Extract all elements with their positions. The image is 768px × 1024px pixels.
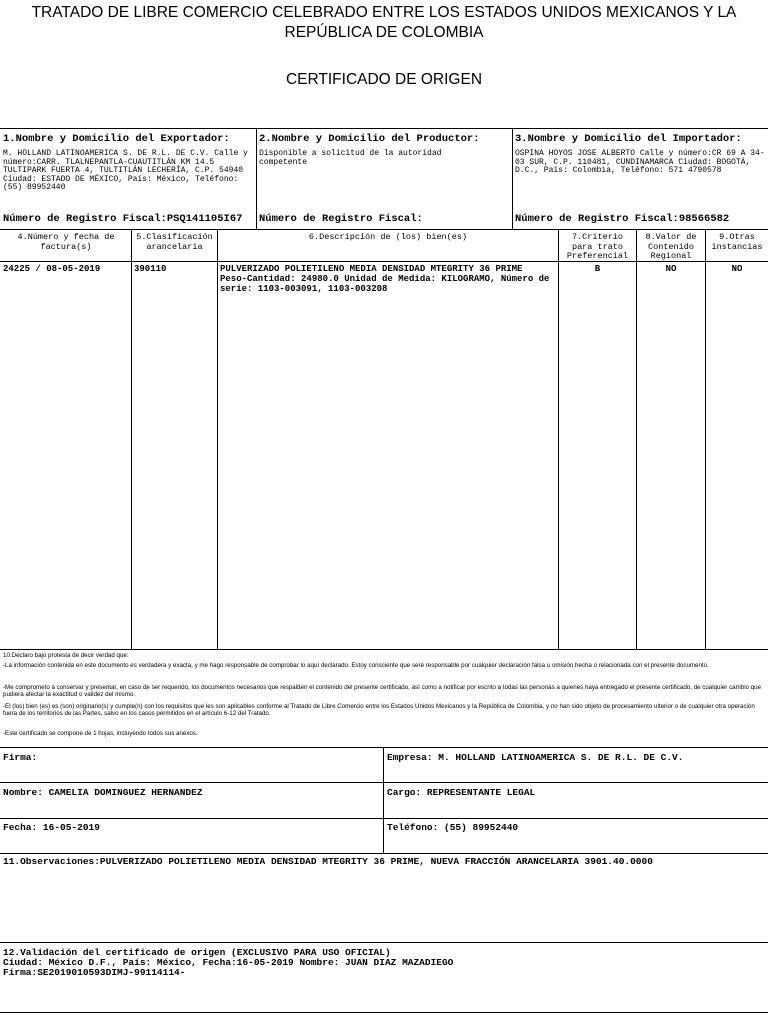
declaration-paragraph-1: -La información contenida en este documento es verdadera y exacta, y me hago responsable de comprobar lo aquí declarado. Estoy consciente que seré responsable por cualquier declaración falsa u omisión hecha o relacionada con el presente documento. (3, 662, 709, 669)
producer-label: 2.Nombre y Domicilio del Productor: (259, 133, 480, 145)
header-description: 6.Descripción de (los) bien(es) (308, 232, 468, 242)
signature-cargo: Cargo: REPRESENTANTE LEGAL (387, 787, 536, 798)
header-invoice: 4.Número y fecha de factura(s) (17, 232, 115, 252)
importer-fiscal-number: Número de Registro Fiscal:98566582 (515, 213, 730, 225)
signature-nombre: Nombre: CAMELIA DOMINGUEZ HERNANDEZ (3, 787, 203, 798)
signature-telefono: Teléfono: (55) 89952440 (387, 822, 519, 833)
producer-fiscal-number: Número de Registro Fiscal: (259, 213, 423, 225)
importer-address: OSPINA HOYOS JOSE ALBERTO Calle y número:CR 69 A 34-03 SUR, C.P. 110481, CUNDINAMARCA Ciudad: BOGOTÁ, D.C., País: Colombia, Teléfono: 571 4790578 (515, 149, 765, 175)
header-tariff: 5.Clasificación arancelaria (136, 232, 213, 252)
criterion-cell: B (594, 264, 601, 274)
signature-empresa: Empresa: M. HOLLAND LATINOAMERICA S. DE R.L. DE C.V. (387, 752, 684, 763)
document-title-line2: REPÚBLICA DE COLOMBIA (284, 24, 484, 41)
observations: 11.Observaciones:PULVERIZADO POLIETILENO MEDIA DENSIDAD MTEGRITY 36 PRIME, NUEVA FRACCIÓN ARANCELARIA 3901.40.0000 (3, 856, 653, 867)
validation-title: 12.Validación del certificado de origen (EXCLUSIVO PARA USO OFICIAL) (3, 947, 391, 958)
tariff-cell: 390110 (134, 264, 167, 274)
description-cell: PULVERIZADO POLIETILENO MEDIA DENSIDAD MTEGRITY 36 PRIME Peso-Cantidad: 24980.0 Unidad de Medida: KILOGRAMO, Número de serie: 1103-003091, 1103-003208 (220, 264, 550, 294)
header-other: 9.Otras instancias (711, 232, 763, 252)
exporter-address: M. HOLLAND LATINOAMERICA S. DE R.L. DE C.V. Calle y número:CARR. TLALNEPANTLA-CUAUTITLÁN KM 14.5 TULTIPARK FUERTA 4, TULTITLÁN LECHERÍA, C.P. 54940 Ciudad: ESTADO DE MÉXICO, País: México, Teléfono: (55) 89952440 (3, 149, 248, 192)
signature-firma: Firma: (3, 752, 38, 763)
other-cell: NO (731, 264, 743, 274)
declaration-paragraph-3: -El (los) bien (es) es (son) originario(s) y cumple(n) con los requisitos que les son aplicables conforme al Tratado de Libre Comercio entre los Estados Unidos Mexicanos y la República de Colombia, y no han sido objeto de procesamiento ulterior o de cualquier otra operación fuera de los territorios de las Partes, salvo en los casos permitidos en el artículo 6-12 del Tratado. (3, 703, 755, 718)
header-criterion: 7.Criterio para trato Preferencial (566, 232, 629, 261)
certificate-title: CERTIFICADO DE ORIGEN (285, 71, 483, 88)
header-regional-value: 8.Valor de Contenido Regional (645, 232, 697, 261)
regional-value-cell: NO (665, 264, 677, 274)
validation-details: Ciudad: México D.F., País: México, Fecha:16-05-2019 Nombre: JUAN DIAZ MAZADIEGO (3, 957, 454, 968)
document-title-line1: TRATADO DE LIBRE COMERCIO CELEBRADO ENTRE LOS ESTADOS UNIDOS MEXICANOS Y LA (31, 4, 737, 21)
invoice-cell: 24225 / 08-05-2019 (3, 264, 101, 274)
declaration-heading: 10.Declaro bajo protesta de decir verdad que: (3, 652, 129, 659)
validation-signature: Firma:SE2019010593DIMJ-99114114- (3, 967, 186, 978)
exporter-label: 1.Nombre y Domicilio del Exportador: (3, 133, 230, 145)
declaration-paragraph-2: -Me comprometo a conservar y presentar, en caso de ser requerido, los documentos necesarios que respalden el contenido del presente certificado, así como a notificar por escrito a todas las personas a quienes haya entregado el presente certificado, de cualquier cambio que pudiera afectar la exactitud o validez del mismo. (3, 684, 762, 699)
producer-address: Disponible a solicitud de la autoridad competente (259, 149, 442, 167)
signature-fecha: Fecha: 16-05-2019 (3, 822, 100, 833)
declaration-paragraph-4: -Este certificado se compone de 1 hojas, incluyendo todos sus anexos. (3, 730, 198, 737)
importer-label: 3.Nombre y Domicilio del Importador: (515, 133, 742, 145)
exporter-fiscal-number: Número de Registro Fiscal:PSQ141105I67 (3, 213, 243, 225)
